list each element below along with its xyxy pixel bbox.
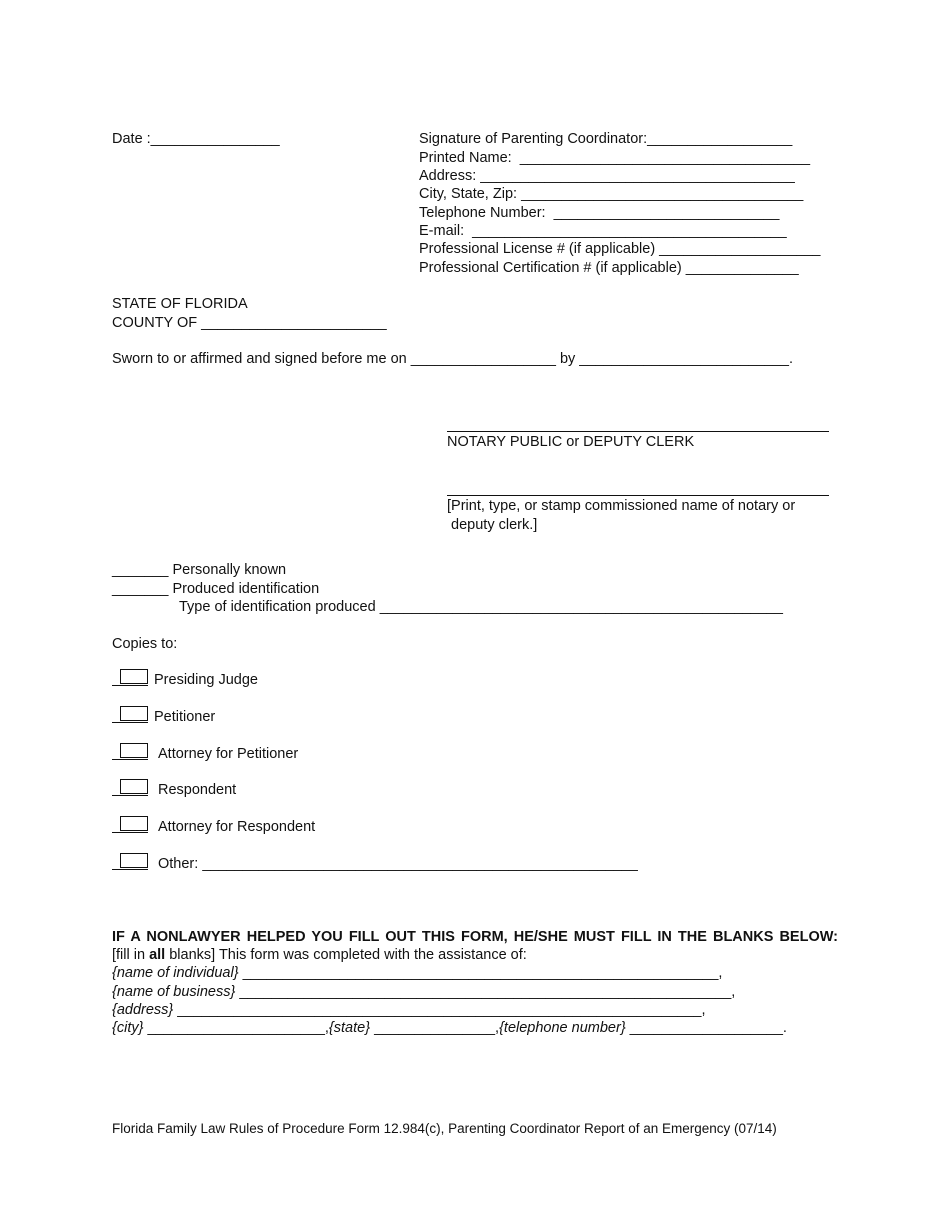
petitioner-label: Petitioner [154,709,216,725]
county-line: COUNTY OF _______________________ [112,315,387,331]
state-line: STATE OF FLORIDA [112,296,248,312]
personally-known-line: _______ Personally known [112,562,287,578]
form-footer: Florida Family Law Rules of Procedure Form 12.984(c), Parenting Coordinator Report of an Emergency (07/14) [112,1121,777,1136]
attorney-for-petitioner-label: Attorney for Petitioner [158,746,299,762]
pc-license-line: Professional License # (if applicable) ____________________ [419,241,821,257]
date-line: Date :________________ [112,131,280,147]
nonlawyer-heading: IF A NONLAWYER HELPED YOU FILL OUT THIS FORM, HE/SHE MUST FILL IN THE BLANKS BELOW: [112,929,838,945]
address-line: {address} _________________________________________________________________, [112,1002,706,1018]
pc-email-line: E-mail: _______________________________________ [419,223,787,239]
pc-certification-line: Professional Certification # (if applicable) ______________ [419,260,799,276]
respondent-label: Respondent [158,782,237,798]
sworn-line: Sworn to or affirmed and signed before me on __________________ by __________________________. [112,351,793,367]
print-label-line-1: [Print, type, or stamp commissioned name of notary or [447,498,796,514]
notary-signature-rule [447,431,829,432]
name-of-business-line: {name of business} _____________________________________________________________, [112,984,736,1000]
pc-address-line: Address: _______________________________________ [419,168,795,184]
city-state-phone-line: {city} ______________________,{state} _______________,{telephone number} ___________________. [112,1020,787,1036]
petitioner-checkbox[interactable] [112,706,140,722]
pc-city-state-zip-line: City, State, Zip: ___________________________________ [419,186,804,202]
produced-identification-line: _______ Produced identification [112,581,320,597]
notary-label: NOTARY PUBLIC or DEPUTY CLERK [447,434,695,450]
nonlawyer-instruction: [fill in all blanks] This form was completed with the assistance of: [112,947,527,963]
other-checkbox[interactable] [112,853,140,869]
print-label-line-2: deputy clerk.] [447,517,538,533]
pc-telephone-line: Telephone Number: ____________________________ [419,205,780,221]
copies-to-label: Copies to: [112,636,178,652]
respondent-checkbox[interactable] [112,779,140,795]
notary-name-rule [447,495,829,496]
other-label: Other: ______________________________________________________ [158,856,638,872]
presiding-judge-checkbox[interactable] [112,669,140,685]
attorney-for-respondent-checkbox[interactable] [112,816,140,832]
pc-signature-line: Signature of Parenting Coordinator:__________________ [419,131,793,147]
pc-printed-name-line: Printed Name: ____________________________________ [419,150,811,166]
name-of-individual-line: {name of individual} ___________________________________________________________, [112,965,723,981]
presiding-judge-label: Presiding Judge [154,672,258,688]
attorney-for-respondent-label: Attorney for Respondent [158,819,316,835]
type-of-identification-line: Type of identification produced __________________________________________________ [179,599,783,615]
attorney-for-petitioner-checkbox[interactable] [112,743,140,759]
